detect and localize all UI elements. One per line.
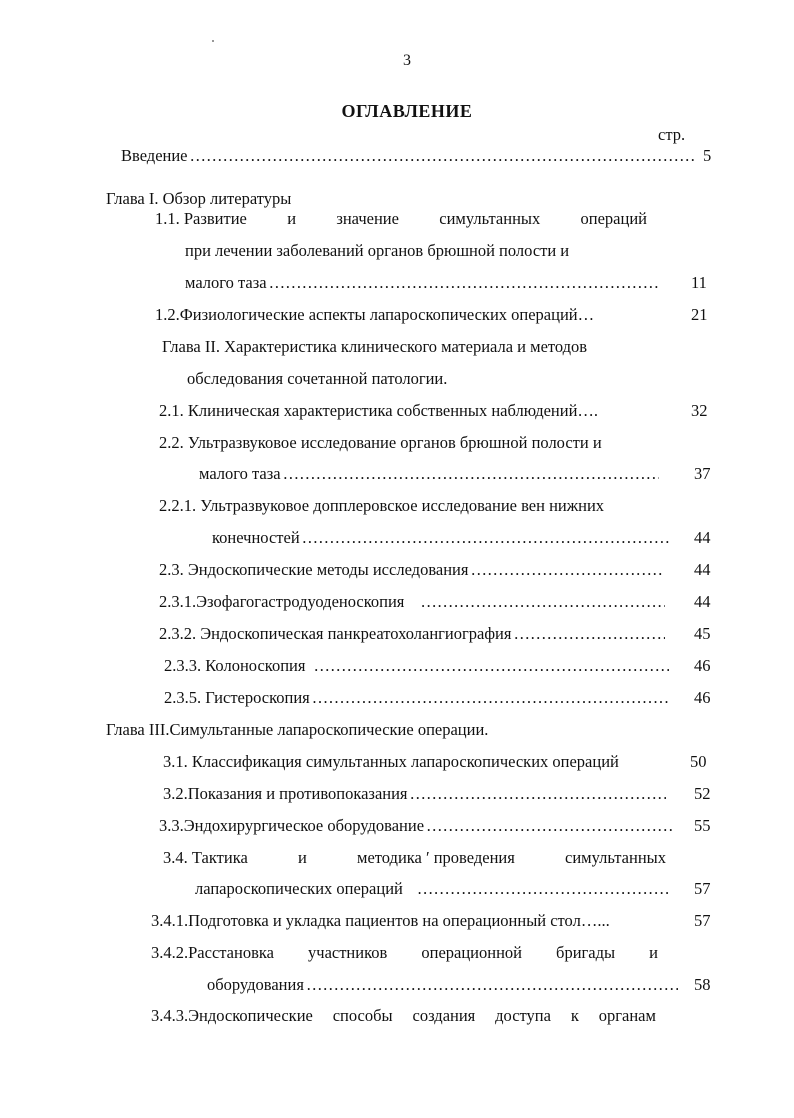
- leader-dots: [513, 624, 665, 644]
- toc-entry-2-3-3[interactable]: [164, 656, 671, 676]
- toc-word: доступа: [495, 1006, 551, 1025]
- toc-page-number: 50: [690, 752, 707, 771]
- leader-dots: [420, 592, 665, 612]
- toc-word: методика ʹ проведения: [357, 848, 515, 867]
- toc-page-number: 11: [691, 273, 707, 292]
- toc-word: и: [297, 848, 307, 867]
- leader-dots: [410, 784, 666, 804]
- scan-speck: [212, 40, 214, 42]
- toc-entry-label: оборудования: [207, 975, 304, 994]
- toc-page-number: 55: [694, 816, 711, 835]
- toc-page-number: 46: [694, 656, 711, 675]
- toc-page-number: 21: [691, 305, 708, 324]
- toc-word: 3.4. Тактика: [163, 848, 248, 867]
- toc-entry-2-2-1-end[interactable]: [212, 528, 671, 548]
- leader-dots: [269, 273, 659, 293]
- toc-word: бригады: [556, 943, 616, 962]
- chapter-heading: Глава II. Характеристика клинического материала и методов: [162, 337, 588, 356]
- toc-entry-intro[interactable]: [121, 146, 697, 166]
- toc-entry-3-4-2-end[interactable]: [207, 975, 680, 995]
- toc-word: 1.1. Развитие: [155, 209, 247, 228]
- toc-entry-2-3-2[interactable]: [159, 624, 667, 644]
- toc-entry-label: 2.3. Эндоскопические методы исследования: [159, 560, 469, 579]
- toc-page-number: 45: [694, 624, 711, 643]
- toc-page-number: 37: [694, 464, 711, 483]
- page-number: 3: [403, 52, 411, 69]
- toc-entry-2-3-5[interactable]: [164, 688, 671, 708]
- toc-entry-3-4[interactable]: [163, 848, 666, 868]
- leader-dots: [426, 816, 672, 836]
- leader-dots: [313, 656, 669, 676]
- toc-page-number: 44: [694, 528, 711, 547]
- toc-entry-3-2[interactable]: [163, 784, 668, 804]
- leader-dots: [306, 975, 678, 995]
- toc-word: участников: [308, 943, 388, 962]
- chapter-heading: Глава III.Симультанные лапароскопические операции.: [106, 720, 489, 739]
- toc-entry-label: конечностей: [212, 528, 300, 547]
- leader-dots: [312, 688, 669, 708]
- leader-dots: [302, 528, 669, 548]
- toc-entry-label: 2.3.2. Эндоскопическая панкреатохолангиография: [159, 624, 512, 643]
- toc-entry-label: 2.3.5. Гистероскопия: [164, 688, 310, 707]
- toc-word: 3.4.3.Эндоскопические: [151, 1006, 313, 1025]
- toc-page-number: 44: [694, 592, 711, 611]
- toc-entry-label: 3.3.Эндохирургическое оборудование: [159, 816, 425, 835]
- leader-dots: [190, 146, 695, 166]
- toc-page-number: 57: [694, 879, 711, 898]
- toc-page-number: 52: [694, 784, 711, 803]
- toc-entry-3-1[interactable]: 3.1. Классификация симультанных лапароскопических операций: [163, 752, 619, 771]
- toc-word: к: [570, 1006, 579, 1025]
- toc-entry-label: 2.3.1.Эзофагогастродуоденоскопия: [159, 592, 405, 611]
- chapter-heading: Глава I. Обзор литературы: [106, 189, 292, 208]
- toc-page-number: 32: [691, 401, 708, 420]
- toc-entry-label: лапароскопических операций: [195, 879, 403, 898]
- toc-entry-3-4-2[interactable]: [151, 943, 658, 963]
- toc-entry-2-3[interactable]: [159, 560, 666, 580]
- toc-entry-label: малого таза: [199, 464, 281, 483]
- toc-word: симультанных: [439, 209, 541, 228]
- toc-word: значение: [336, 209, 399, 228]
- toc-word: создания: [412, 1006, 476, 1025]
- toc-entry-1-1[interactable]: [155, 209, 647, 229]
- toc-entry-2-2-end[interactable]: [199, 464, 661, 484]
- toc-page-number: 46: [694, 688, 711, 707]
- toc-entry-line: при лечении заболеваний органов брюшной полости и: [185, 241, 570, 260]
- toc-entry-2-3-1[interactable]: [159, 592, 667, 612]
- toc-entry-1-2[interactable]: 1.2.Физиологические аспекты лапароскопических операций…: [155, 305, 595, 324]
- toc-page-number: 57: [694, 911, 711, 930]
- leader-dots: [283, 464, 659, 484]
- toc-entry-3-4-end[interactable]: [195, 879, 672, 899]
- toc-entry-label: 2.3.3. Колоноскопия: [164, 656, 306, 675]
- toc-word: 3.4.2.Расстановка: [151, 943, 274, 962]
- toc-entry-2-2-1[interactable]: 2.2.1. Ультразвуковое допплеровское исследование вен нижних: [159, 496, 605, 515]
- toc-entry-3-4-1[interactable]: 3.4.1.Подготовка и укладка пациентов на операционный стол…...: [151, 911, 610, 930]
- toc-entry-label: 3.2.Показания и противопоказания: [163, 784, 408, 803]
- toc-entry-label: Введение: [121, 146, 188, 165]
- toc-entry-label: малого таза: [185, 273, 267, 292]
- toc-word: способы: [332, 1006, 393, 1025]
- toc-entry-3-4-3[interactable]: [151, 1006, 656, 1026]
- leader-dots: [470, 560, 664, 580]
- leader-dots: [417, 879, 670, 899]
- toc-word: и: [287, 209, 297, 228]
- toc-page-number: 5: [703, 146, 712, 165]
- chapter-heading-line: обследования сочетанной патологии.: [187, 369, 448, 388]
- toc-word: операций: [580, 209, 647, 228]
- page-title: ОГЛАВЛЕНИЕ: [341, 101, 473, 121]
- toc-page-number: 44: [694, 560, 711, 579]
- toc-word: операционной: [421, 943, 522, 962]
- toc-page-number: 58: [694, 975, 711, 994]
- toc-word: и: [649, 943, 658, 962]
- toc-entry-2-1[interactable]: 2.1. Клиническая характеристика собственных наблюдений….: [159, 401, 599, 420]
- page-column-label: стр.: [658, 125, 686, 144]
- toc-entry-1-1-end[interactable]: [185, 273, 661, 293]
- toc-word: симультанных: [565, 848, 666, 867]
- toc-entry-2-2[interactable]: 2.2. Ультразвуковое исследование органов брюшной полости и: [159, 433, 602, 452]
- toc-word: органам: [598, 1006, 656, 1025]
- toc-entry-3-3[interactable]: [159, 816, 674, 836]
